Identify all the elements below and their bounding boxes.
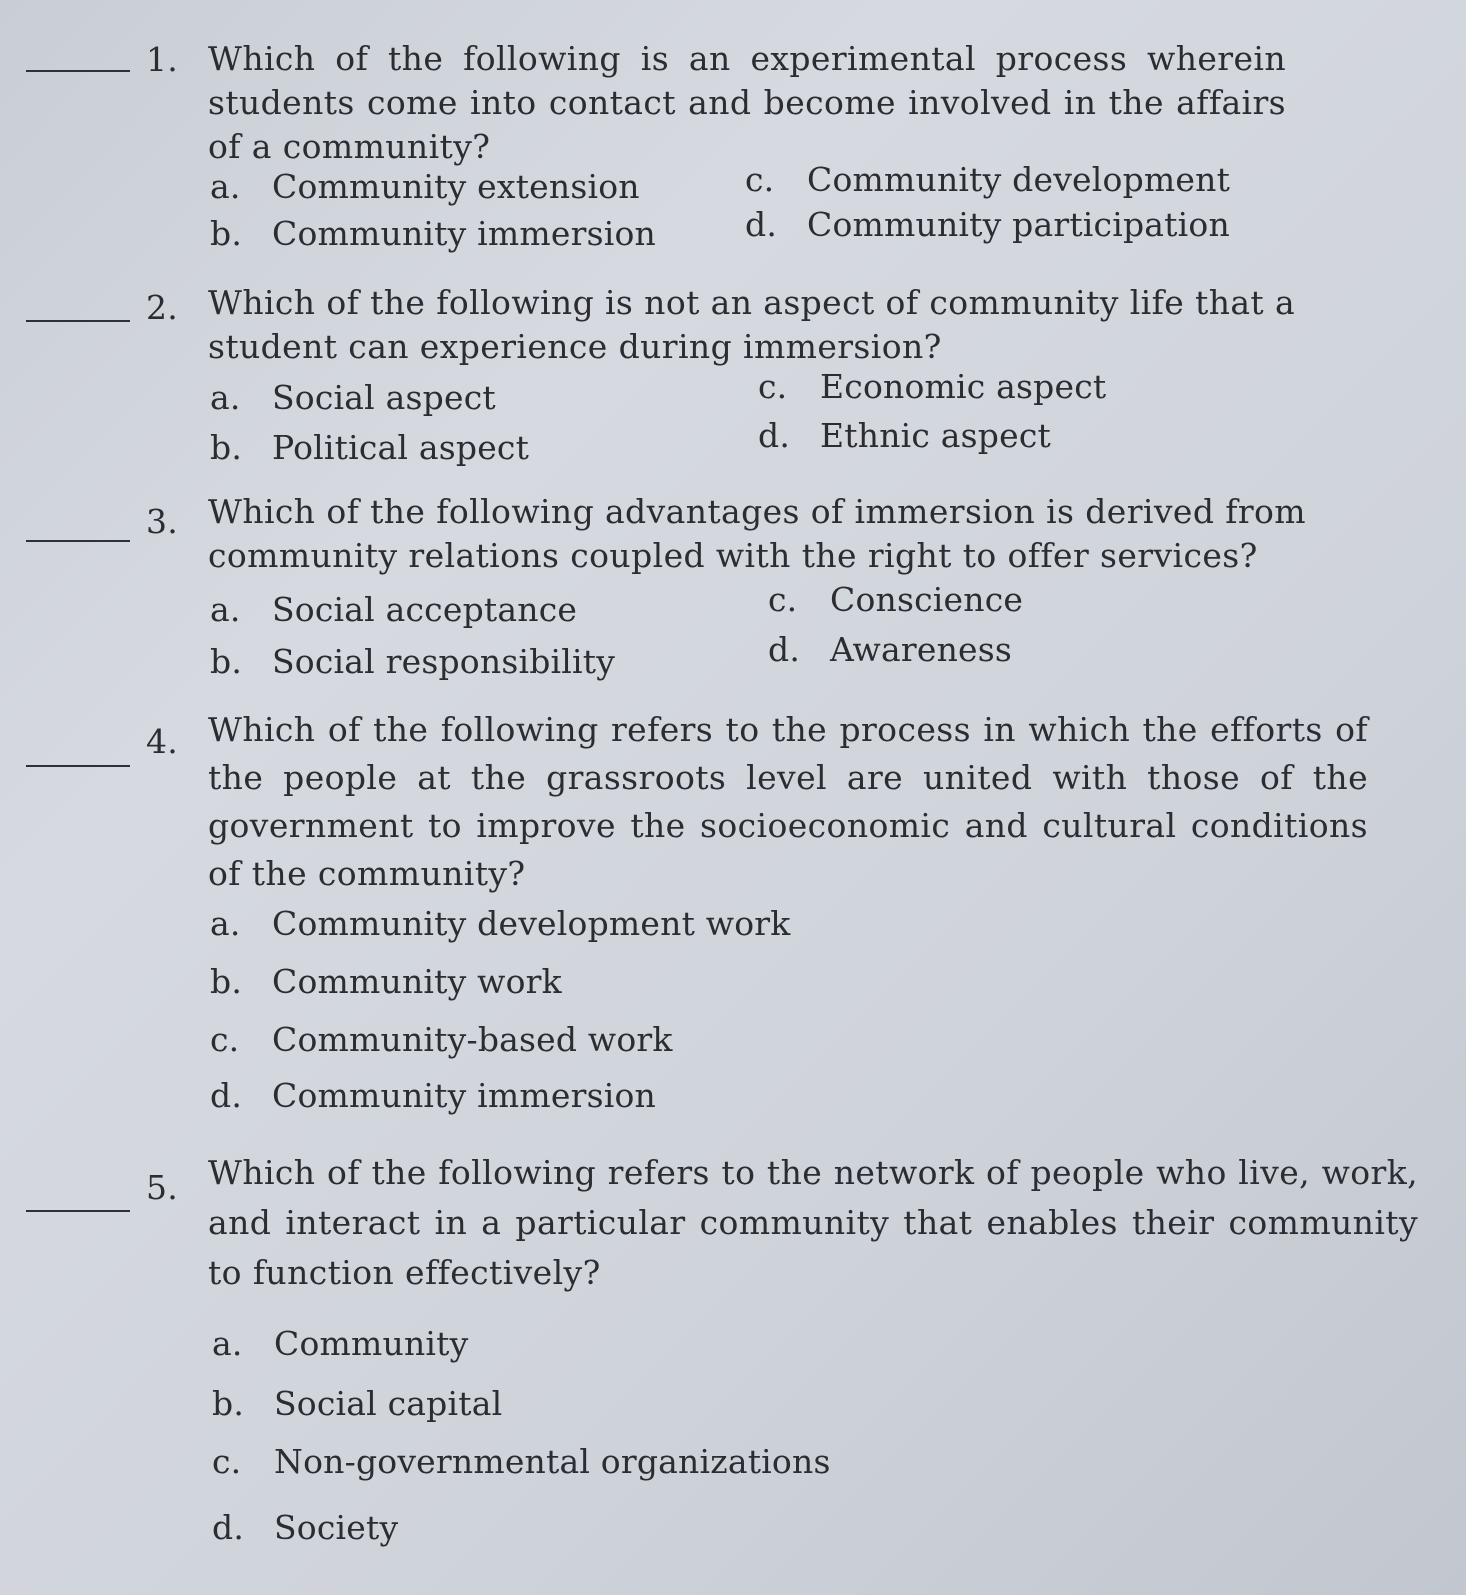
option-d[interactable] bbox=[768, 630, 1012, 669]
option-d[interactable] bbox=[212, 1508, 398, 1547]
option-letter: b. bbox=[210, 642, 243, 681]
question-text: Which of the following is an experimental process wherein students come into contact and become involved in the affairs of a community? bbox=[208, 39, 1286, 166]
option-text: Society bbox=[274, 1508, 399, 1547]
answer-blank[interactable] bbox=[26, 70, 130, 72]
option-a[interactable] bbox=[210, 378, 496, 417]
option-letter: a. bbox=[210, 378, 241, 417]
option-a[interactable] bbox=[212, 1324, 468, 1363]
question-number: 4. bbox=[146, 722, 179, 761]
answer-blank[interactable] bbox=[26, 320, 130, 322]
option-letter: c. bbox=[210, 1020, 240, 1059]
option-letter: b. bbox=[210, 962, 243, 1001]
option-d[interactable] bbox=[210, 1076, 656, 1115]
option-text: Economic aspect bbox=[820, 367, 1107, 406]
option-letter: d. bbox=[758, 416, 791, 455]
answer-blank[interactable] bbox=[26, 765, 130, 767]
option-text: Community development work bbox=[272, 904, 791, 943]
option-text: Community development bbox=[807, 160, 1231, 199]
option-letter: a. bbox=[210, 590, 241, 629]
option-letter: c. bbox=[758, 367, 788, 406]
option-b[interactable] bbox=[212, 1384, 502, 1423]
option-letter: c. bbox=[212, 1442, 242, 1481]
question-number: 2. bbox=[146, 288, 179, 327]
option-a[interactable] bbox=[210, 167, 640, 206]
option-letter: c. bbox=[745, 160, 775, 199]
option-c[interactable] bbox=[758, 367, 1106, 406]
option-b[interactable] bbox=[210, 214, 656, 253]
option-text: Non-governmental organizations bbox=[274, 1442, 831, 1481]
option-text: Social acceptance bbox=[272, 590, 578, 629]
option-letter: d. bbox=[745, 205, 778, 244]
question-number: 1. bbox=[146, 40, 179, 79]
question-number: 3. bbox=[146, 502, 179, 541]
option-text: Social responsibility bbox=[272, 642, 616, 681]
option-text: Community extension bbox=[272, 167, 640, 206]
option-text: Conscience bbox=[830, 580, 1024, 619]
option-letter: d. bbox=[212, 1508, 245, 1547]
option-a[interactable] bbox=[210, 904, 790, 943]
option-b[interactable] bbox=[210, 642, 615, 681]
option-letter: d. bbox=[210, 1076, 243, 1115]
option-c[interactable] bbox=[210, 1020, 673, 1059]
option-text: Community work bbox=[272, 962, 562, 1001]
question-text: Which of the following refers to the network of people who live, work, and interact in a particular community that enables their community to function effectively? bbox=[208, 1153, 1418, 1292]
option-c[interactable] bbox=[745, 160, 1230, 199]
option-text: Community immersion bbox=[272, 214, 657, 253]
option-letter: a. bbox=[210, 167, 241, 206]
option-a[interactable] bbox=[210, 590, 577, 629]
option-b[interactable] bbox=[210, 428, 529, 467]
option-letter: b. bbox=[210, 214, 243, 253]
question-text: Which of the following refers to the process in which the efforts of the people at the grassroots level are united with those of the government to improve the socioeconomic and cultural conditions of the community? bbox=[208, 710, 1368, 893]
option-text: Community-based work bbox=[272, 1020, 673, 1059]
option-text: Ethnic aspect bbox=[820, 416, 1051, 455]
option-text: Social capital bbox=[274, 1384, 503, 1423]
option-letter: b. bbox=[210, 428, 243, 467]
option-text: Political aspect bbox=[272, 428, 530, 467]
option-letter: b. bbox=[212, 1384, 245, 1423]
option-d[interactable] bbox=[745, 205, 1230, 244]
option-text: Social aspect bbox=[272, 378, 496, 417]
option-d[interactable] bbox=[758, 416, 1051, 455]
answer-blank[interactable] bbox=[26, 540, 130, 542]
option-c[interactable] bbox=[212, 1442, 831, 1481]
option-letter: a. bbox=[210, 904, 241, 943]
option-text: Awareness bbox=[830, 630, 1013, 669]
option-letter: c. bbox=[768, 580, 798, 619]
option-c[interactable] bbox=[768, 580, 1023, 619]
option-letter: d. bbox=[768, 630, 801, 669]
option-text: Community immersion bbox=[272, 1076, 657, 1115]
question-text: Which of the following is not an aspect of community life that a student can experience during immersion? bbox=[208, 283, 1296, 366]
option-text: Community bbox=[274, 1324, 469, 1363]
question-number: 5. bbox=[146, 1168, 179, 1207]
option-text: Community participation bbox=[807, 205, 1230, 244]
answer-blank[interactable] bbox=[26, 1210, 130, 1212]
option-b[interactable] bbox=[210, 962, 562, 1001]
option-letter: a. bbox=[212, 1324, 243, 1363]
question-text: Which of the following advantages of immersion is derived from community relations coupled with the right to offer services? bbox=[208, 492, 1306, 575]
